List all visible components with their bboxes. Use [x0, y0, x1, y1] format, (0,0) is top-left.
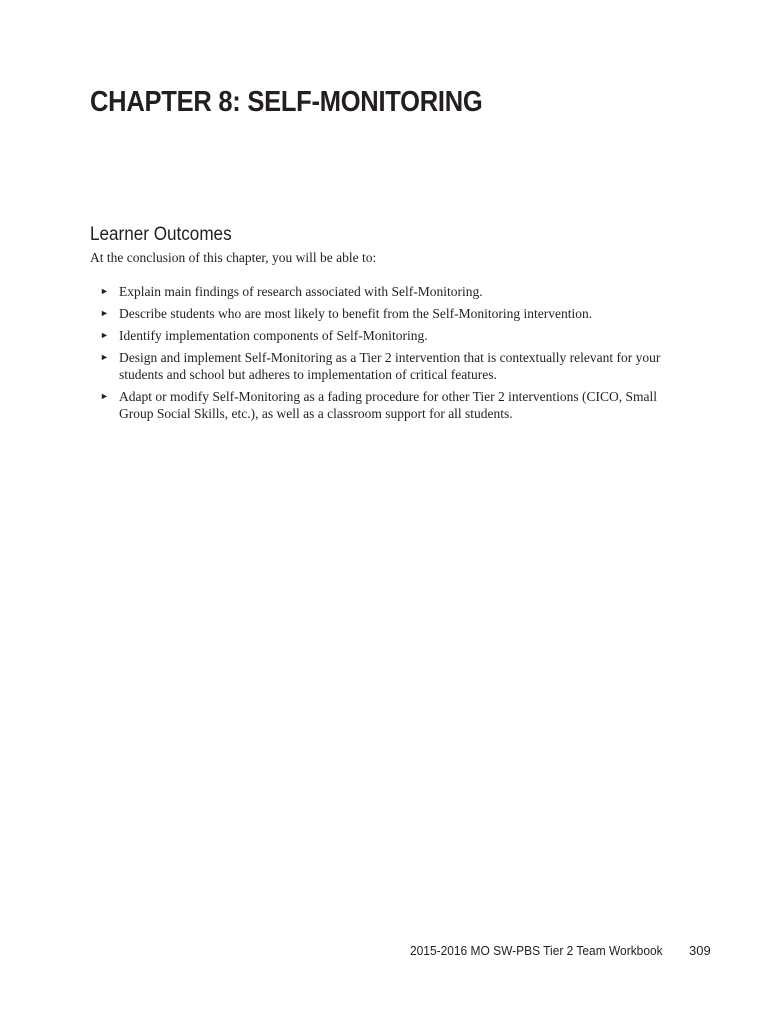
chapter-title: CHAPTER 8: SELF-MONITORING — [90, 86, 483, 118]
triangle-bullet-icon: ► — [100, 330, 109, 340]
learner-outcomes-intro: At the conclusion of this chapter, you will be able to: — [90, 250, 377, 265]
triangle-bullet-icon: ► — [100, 391, 109, 401]
outcome-text: Describe students who are most likely to benefit from the Self-Monitoring intervention. — [119, 306, 593, 321]
outcome-item — [100, 327, 680, 344]
outcome-text: Design and implement Self-Monitoring as a Tier 2 intervention that is contextually relevant for your students and school but adheres to implementation of critical features. — [119, 350, 661, 382]
triangle-bullet-icon: ► — [100, 286, 109, 296]
triangle-bullet-icon: ► — [100, 308, 109, 318]
outcome-text: Identify implementation components of Self-Monitoring. — [119, 328, 428, 343]
footer-workbook-title: 2015-2016 MO SW-PBS Tier 2 Team Workbook — [410, 943, 663, 958]
triangle-bullet-icon: ► — [100, 352, 109, 362]
learner-outcomes-list — [100, 283, 680, 427]
learner-outcomes-heading: Learner Outcomes — [90, 224, 232, 245]
outcome-item — [100, 283, 680, 300]
page-number: 309 — [689, 943, 711, 958]
outcome-item — [100, 305, 680, 322]
outcome-item — [100, 388, 680, 422]
outcome-text: Adapt or modify Self-Monitoring as a fading procedure for other Tier 2 interventions (CICO, Small Group Social Skills, etc.), as well as a classroom support for all students. — [119, 389, 658, 421]
outcome-item — [100, 349, 680, 383]
outcome-text: Explain main findings of research associated with Self-Monitoring. — [119, 284, 483, 299]
